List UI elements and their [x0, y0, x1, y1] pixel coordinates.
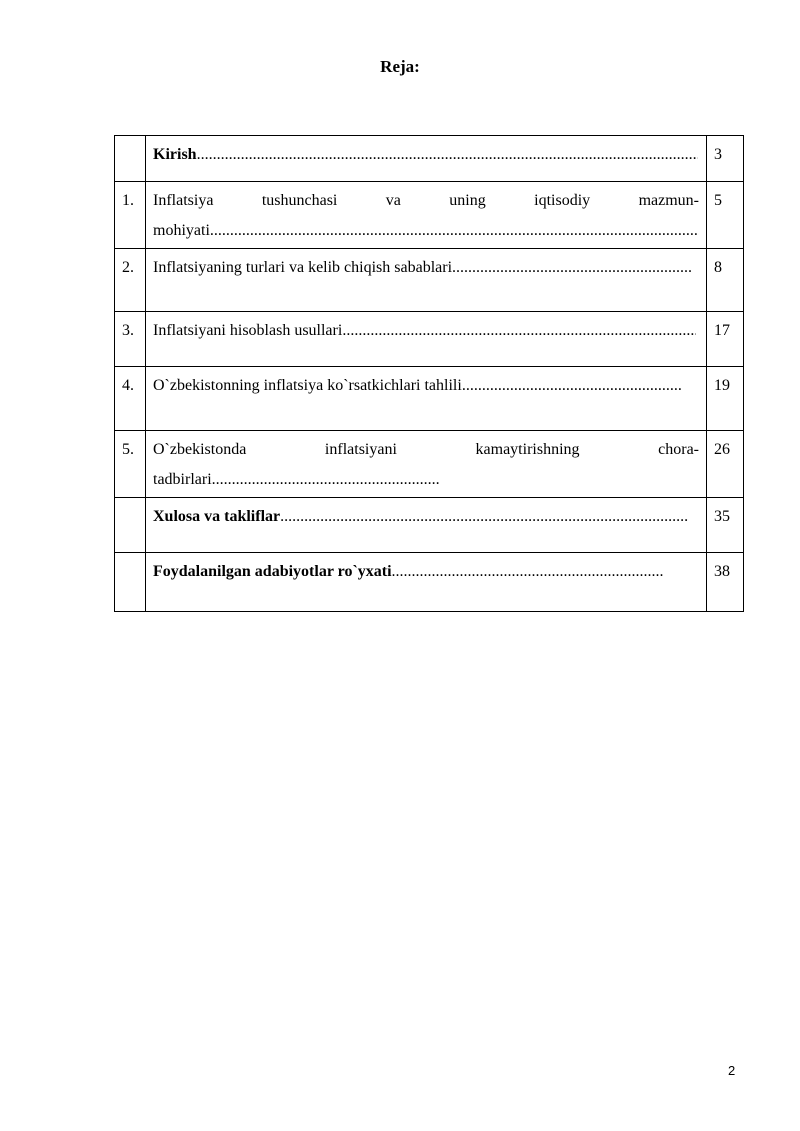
- toc-number: 3.: [115, 312, 146, 367]
- toc-number: [115, 553, 146, 612]
- toc-number: 5.: [115, 431, 146, 498]
- toc-row-5: [115, 431, 744, 498]
- leader-dots: [462, 371, 681, 401]
- toc-row-4: [115, 367, 744, 431]
- leader-dots: [452, 253, 693, 283]
- table-of-contents: [114, 135, 744, 612]
- leader-dots: [197, 140, 698, 170]
- toc-number: 2.: [115, 249, 146, 312]
- leader-dots: [280, 502, 688, 532]
- toc-page: 8: [707, 249, 744, 312]
- toc-title-line1: Inflatsiya tushunchasi va uning iqtisodiy mazmun-: [153, 192, 699, 209]
- toc-number: [115, 136, 146, 182]
- leader-dots: [342, 316, 696, 346]
- toc-number: [115, 498, 146, 553]
- toc-number: 4.: [115, 367, 146, 431]
- toc-page: 26: [707, 431, 744, 498]
- toc-title-line2: tadbirlari: [153, 471, 212, 488]
- toc-title: Kirish: [153, 146, 197, 163]
- toc-page: 17: [707, 312, 744, 367]
- toc-page: 19: [707, 367, 744, 431]
- leader-dots: [392, 557, 663, 587]
- toc-title-line2: mohiyati: [153, 222, 210, 239]
- toc-title-cell: [146, 498, 707, 553]
- toc-row-1: [115, 182, 744, 249]
- leader-dots: [210, 216, 699, 246]
- toc-title-cell: [146, 431, 707, 498]
- toc-title-cell: [146, 136, 707, 182]
- toc-title-cell: [146, 553, 707, 612]
- page-title: Reja:: [380, 57, 420, 76]
- toc-row-2: [115, 249, 744, 312]
- toc-title-cell: [146, 182, 707, 249]
- page-number: 2: [728, 1063, 736, 1078]
- toc-row-xulosa: [115, 498, 744, 553]
- toc-title-cell: [146, 367, 707, 431]
- toc-number: 1.: [115, 182, 146, 249]
- toc-row-kirish: [115, 136, 744, 182]
- toc-title: Inflatsiyaning turlari va kelib chiqish sabablari: [153, 259, 453, 276]
- toc-page: 3: [707, 136, 744, 182]
- toc-title-cell: [146, 312, 707, 367]
- toc-page: 5: [707, 182, 744, 249]
- toc-title: O`zbekistonning inflatsiya ko`rsatkichlari tahlili: [153, 377, 462, 394]
- toc-title: Foydalanilgan adabiyotlar ro`yxati: [153, 563, 392, 580]
- toc-title-cell: [146, 249, 707, 312]
- toc-title: Inflatsiyani hisoblash usullari: [153, 322, 343, 339]
- toc-row-adabiyotlar: [115, 553, 744, 612]
- toc-page: 35: [707, 498, 744, 553]
- toc-title: Xulosa va takliflar: [153, 508, 281, 525]
- toc-page: 38: [707, 553, 744, 612]
- toc-title-line1: O`zbekistonda inflatsiyani kamaytirishning chora-: [153, 441, 699, 458]
- toc-row-3: [115, 312, 744, 367]
- leader-dots: [212, 465, 440, 495]
